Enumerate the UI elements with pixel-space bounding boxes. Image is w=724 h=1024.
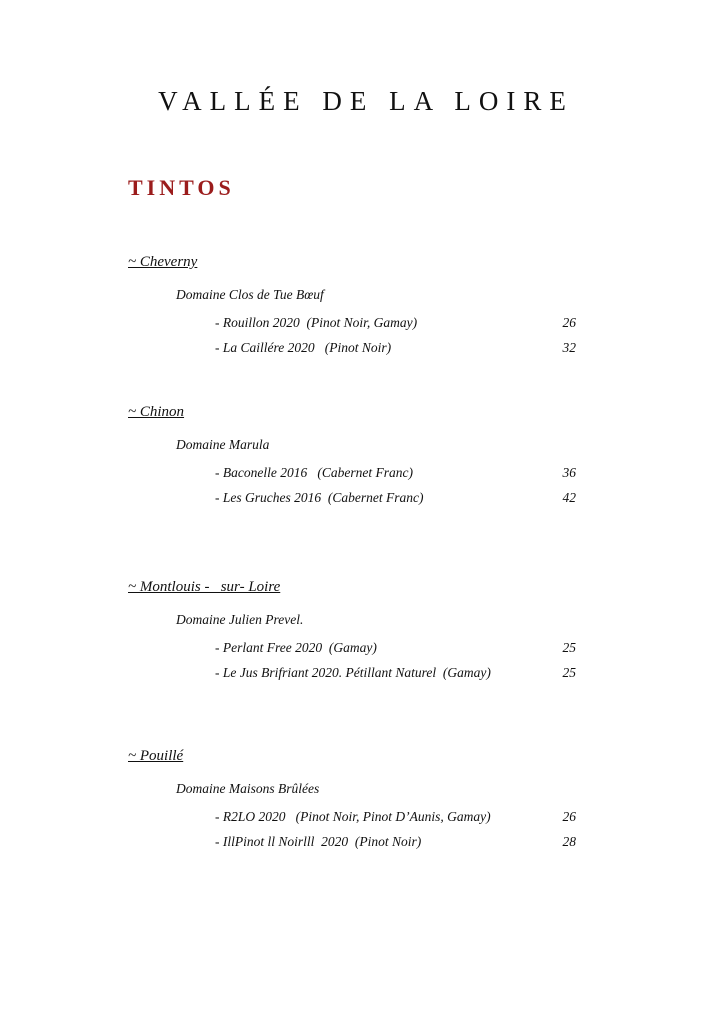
wine-price: 32 bbox=[562, 340, 576, 355]
region-name: ~ Cheverny bbox=[128, 254, 198, 270]
wine-price: 28 bbox=[562, 834, 576, 849]
wine-price: 26 bbox=[562, 315, 576, 330]
wine-row bbox=[0, 490, 724, 510]
wine-row bbox=[0, 809, 724, 829]
wine-name: - Baconelle 2016 (Cabernet Franc) bbox=[215, 465, 413, 480]
wine-row bbox=[0, 340, 724, 360]
wine-price: 42 bbox=[562, 490, 576, 505]
wine-name: - La Caillére 2020 (Pinot Noir) bbox=[215, 340, 392, 355]
wine-row bbox=[0, 640, 724, 660]
domaine-name: Domaine Julien Prevel. bbox=[176, 612, 304, 627]
wine-name: - Perlant Free 2020 (Gamay) bbox=[215, 640, 377, 655]
region-name: ~ Chinon bbox=[128, 404, 185, 420]
wine-name: - Rouillon 2020 (Pinot Noir, Gamay) bbox=[215, 315, 418, 330]
region-name: ~ Montlouis - sur- Loire bbox=[128, 579, 281, 595]
wine-name: - IllPinot ll Noirlll 2020 (Pinot Noir) bbox=[215, 834, 422, 849]
region-name: ~ Pouillé bbox=[128, 748, 184, 764]
domaine-name: Domaine Marula bbox=[176, 437, 270, 452]
wine-price: 26 bbox=[562, 809, 576, 824]
wine-price: 36 bbox=[562, 465, 576, 480]
page-title: VALLÉE DE LA LOIRE bbox=[158, 86, 574, 116]
wine-row bbox=[0, 465, 724, 485]
domaine-name: Domaine Maisons Brûlées bbox=[176, 781, 320, 796]
wine-price: 25 bbox=[562, 640, 576, 655]
wine-name: - Les Gruches 2016 (Cabernet Franc) bbox=[215, 490, 424, 505]
wine-row bbox=[0, 834, 724, 854]
domaine-name: Domaine Clos de Tue Bœuf bbox=[176, 287, 324, 302]
section-title-tintos: TINTOS bbox=[128, 175, 235, 200]
wine-row bbox=[0, 315, 724, 335]
wine-price: 25 bbox=[562, 665, 576, 680]
wine-name: - Le Jus Brifriant 2020. Pétillant Naturel (Gamay) bbox=[215, 665, 491, 680]
wine-row bbox=[0, 665, 724, 685]
wine-name: - R2LO 2020 (Pinot Noir, Pinot D’Aunis, Gamay) bbox=[215, 809, 491, 824]
